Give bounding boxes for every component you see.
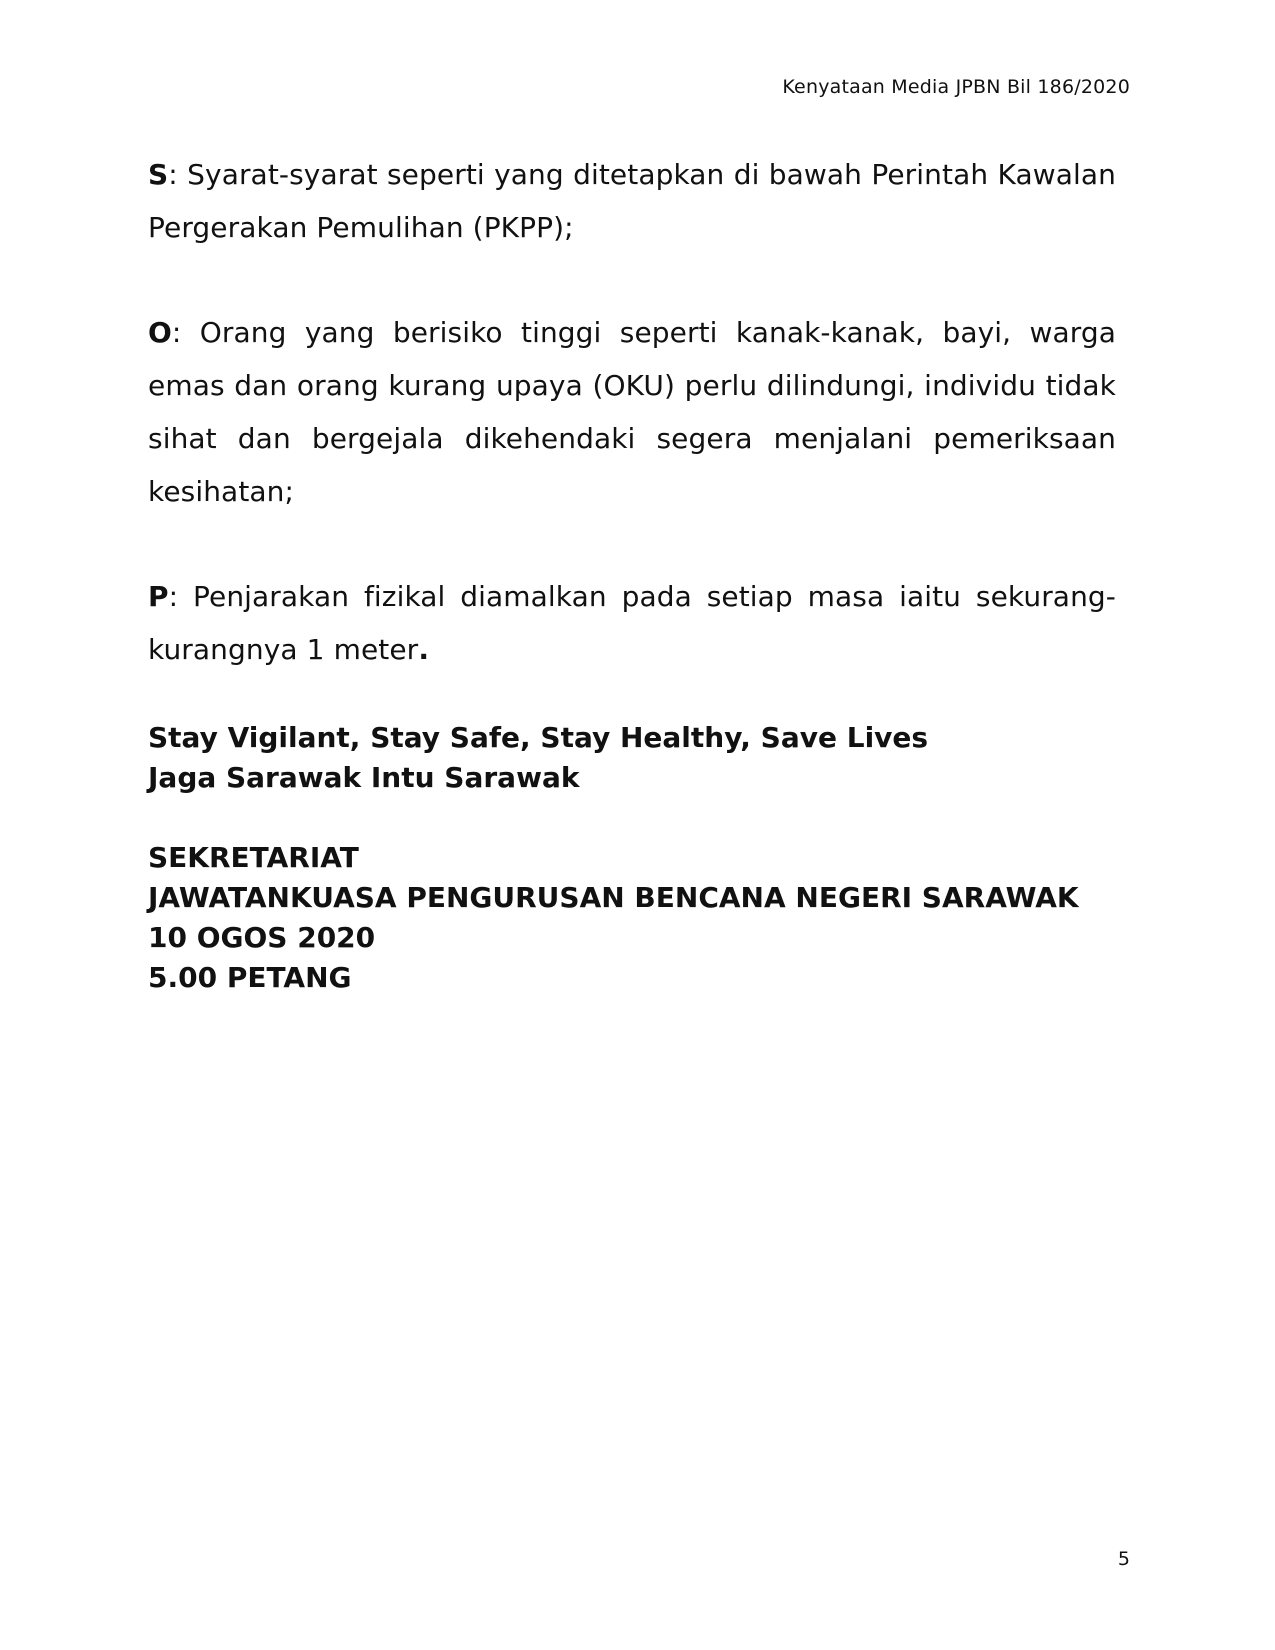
slogans-block <box>148 718 1116 798</box>
signature-line: SEKRETARIAT <box>148 841 359 874</box>
document-reference-header: Kenyataan Media JPBN Bil 186/2020 <box>782 76 1130 98</box>
paragraph-p-end: . <box>418 633 430 666</box>
paragraph-p-text: : Penjarakan fizikal diamalkan pada setiap masa iaitu sekurang-kurangnya 1 meter <box>148 580 1116 666</box>
slogan-line: Stay Vigilant, Stay Safe, Stay Healthy, Save Lives <box>148 721 929 754</box>
paragraph-s-letter: S <box>148 158 169 191</box>
document-body <box>148 148 1116 998</box>
signature-block <box>148 838 1116 998</box>
paragraph-s <box>148 148 1116 254</box>
signature-date: 10 OGOS 2020 <box>148 921 376 954</box>
page-number: 5 <box>1117 1548 1130 1570</box>
paragraph-o-letter: O <box>148 316 172 349</box>
paragraph-o-text: : Orang yang berisiko tinggi seperti kanak-kanak, bayi, warga emas dan orang kurang upaya (OKU) perlu dilindungi, individu tidak sihat dan bergejala dikehendaki segera menjalani pemeriksaan kesihatan; <box>148 316 1116 508</box>
paragraph-s-text: : Syarat-syarat seperti yang ditetapkan di bawah Perintah Kawalan Pergerakan Pemulihan (PKPP); <box>148 158 1116 244</box>
paragraph-p-letter: P <box>148 580 169 613</box>
slogan-line: Jaga Sarawak Intu Sarawak <box>148 761 580 794</box>
signature-line: JAWATANKUASA PENGURUSAN BENCANA NEGERI SARAWAK <box>148 881 1079 914</box>
signature-time: 5.00 PETANG <box>148 961 352 994</box>
paragraph-p <box>148 570 1116 676</box>
paragraph-o <box>148 306 1116 518</box>
